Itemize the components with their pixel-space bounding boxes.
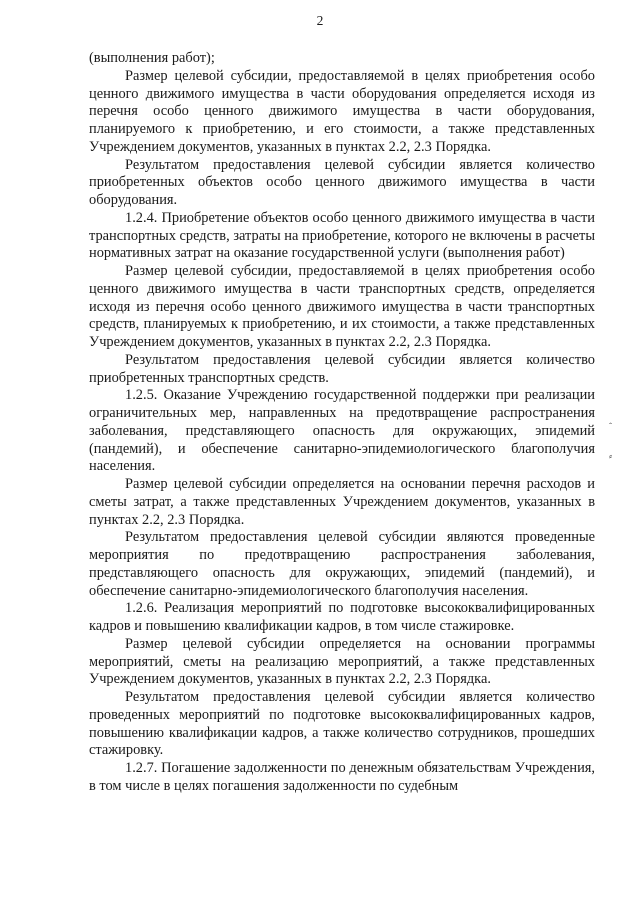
paragraph-1-2-6: 1.2.6. Реализация мероприятий по подготовке высококвалифицированных кадров и повышению квалификации кадров, в том числе стажировке. (89, 600, 595, 634)
paragraph-1-2-4: 1.2.4. Приобретение объектов особо ценного движимого имущества в части транспортных средств, затраты на приобретение, которого не включены в расчеты нормативных затрат на оказание государственной услуги (выполнения работ) (89, 209, 595, 262)
page-number: 2 (316, 13, 324, 28)
paragraph-transport-result: Результатом предоставления целевой субсидии является количество приобретенных транспортных средств. (89, 351, 595, 386)
margin-scan-mark: ꞈ (609, 415, 612, 425)
margin-scan-mark: ⸗ (609, 452, 612, 462)
paragraph-equipment-result: Результатом предоставления целевой субсидии является количество приобретенных объектов особо ценного движимого имущества в части оборудования. (89, 156, 595, 208)
paragraph-1-2-5: 1.2.5. Оказание Учреждению государственной поддержки при реализации ограничительных мер, направленных на предотвращение распространения заболевания, представляющего опасность для окружающих, эпидемий (пандемий), и обеспечение санитарно-эпидемиологического благополучия населения. (89, 387, 595, 475)
paragraph-continuation: (выполнения работ); (89, 50, 215, 66)
paragraph-support-subsidy-size: Размер целевой субсидии определяется на основании перечня расходов и сметы затрат, а также представленных Учреждением документов, указанных в пунктах 2.2, 2.3 Порядка. (89, 476, 595, 528)
paragraph-training-result: Результатом предоставления целевой субсидии является количество проведенных мероприятий по подготовке высококвалифицированных кадров, повышению квалификации кадров, а также количество сотрудников, прошедших стажировку. (89, 689, 595, 759)
paragraph-equipment-subsidy-size: Размер целевой субсидии, предоставляемой в целях приобретения особо ценного движимого имущества в части оборудования определяется исходя из перечня особо ценного движимого имущества в части оборудования, планируемого к приобретению, и его стоимости, а также представленных Учреждением документов, указанных в пунктах 2.2, 2.3 Порядка. (89, 67, 595, 155)
paragraph-transport-subsidy-size: Размер целевой субсидии, предоставляемой в целях приобретения особо ценного движимого имущества в части транспортных средств, определяется исходя из перечня особо ценного движимого имущества в части транспортных средств, планируемых к приобретению, и их стоимости, а также представленных Учреждением документов, указанных в пунктах 2.2, 2.3 Порядка. (89, 263, 595, 350)
paragraph-support-result: Результатом предоставления целевой субсидии являются проведенные мероприятия по предотвращению распространения заболевания, представляющего опасность для окружающих, эпидемий (пандемий), и обеспечение санитарно-эпидемиологического благополучия населения. (89, 529, 595, 599)
document-body (89, 50, 595, 796)
paragraph-training-subsidy-size: Размер целевой субсидии определяется на основании программы мероприятий, сметы на реализацию мероприятий, а также представленных Учреждением документов, указанных в пунктах 2.2, 2.3 Порядка. (89, 635, 595, 688)
paragraph-1-2-7: 1.2.7. Погашение задолженности по денежным обязательствам Учреждения, в том числе в целях погашения задолженности по судебным (89, 760, 595, 794)
